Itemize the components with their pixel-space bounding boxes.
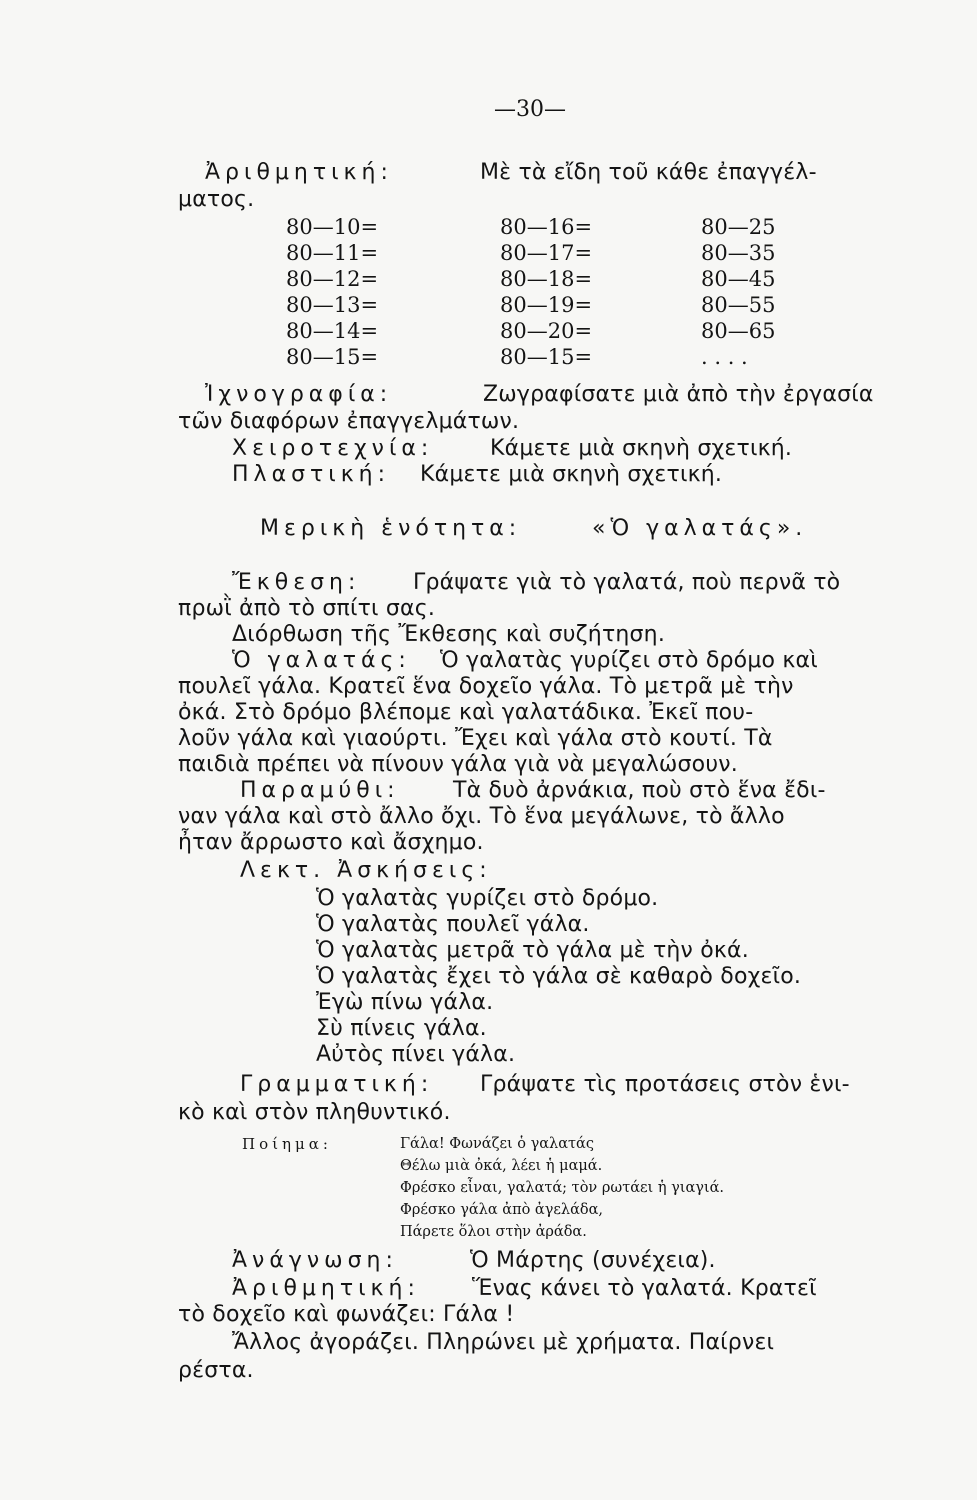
- arith-col2-row3: 80—18=: [500, 267, 593, 291]
- arith-col3-row2: 80—35: [701, 241, 776, 265]
- arith-col3-row3: 80—45: [701, 267, 776, 291]
- arith-col3-row6: . . . .: [701, 345, 748, 369]
- arithmetic2-heading: Ἀριθμητική:: [232, 1276, 420, 1301]
- milkman-line1: Ὁ γαλατὰς γυρίζει στὸ δρόμο καὶ: [440, 648, 818, 673]
- handicraft-text: Κάμετε μιὰ σκηνὴ σχετική.: [490, 436, 793, 461]
- arith-col2-row4: 80—19=: [500, 293, 593, 317]
- arith-col1-row4: 80—13=: [286, 293, 379, 317]
- exercises-heading: Λεκτ. Ἀσκήσεις:: [240, 858, 492, 883]
- reading-text: Ὁ Μάρτης (συνέχεια).: [470, 1248, 716, 1273]
- poem-line1: Γάλα! Φωνάζει ὁ γαλατάς: [400, 1136, 594, 1152]
- fable-heading: Παραμύθι:: [240, 778, 400, 803]
- grammar-text1: Γράψατε τὶς προτάσεις στὸν ἑνι-: [480, 1072, 850, 1097]
- arith-col1-row5: 80—14=: [286, 319, 379, 343]
- exercise-line7: Αὐτὸς πίνει γάλα.: [316, 1042, 516, 1067]
- arithmetic2-text1: Ἕνας κάνει τὸ γαλατά. Κρατεῖ: [472, 1276, 817, 1301]
- arithmetic-intro: Μὲ τὰ εἴδη τοῦ κάθε ἐπαγγέλ-: [480, 160, 817, 185]
- poem-line4: Φρέσκο γάλα ἀπὸ ἀγελάδα,: [400, 1202, 604, 1218]
- exercise-line5: Ἐγὼ πίνω γάλα.: [316, 990, 494, 1015]
- fable-line1: Τὰ δυὸ ἀρνάκια, ποὺ στὸ ἕνα ἔδι-: [453, 778, 826, 803]
- grammar-heading: Γραμματική:: [240, 1072, 434, 1097]
- arithmetic-intro-cont: ματος.: [178, 187, 255, 212]
- exercise-line1: Ὁ γαλατὰς γυρίζει στὸ δρόμο.: [316, 886, 659, 911]
- page-number: —30—: [494, 97, 566, 122]
- arith-col1-row6: 80—15=: [286, 345, 379, 369]
- milkman-line3: ὀκά. Στὸ δρόμο βλέπομε καὶ γαλατάδικα. Ἐκεῖ που-: [178, 700, 754, 725]
- fable-line2: ναν γάλα καὶ στὸ ἄλλο ὄχι. Τὸ ἕνα μεγάλωνε, τὸ ἄλλο: [178, 804, 785, 829]
- milkman-line4: λοῦν γάλα καὶ γιαούρτι. Ἔχει καὶ γάλα στὸ κουτί. Τὰ: [178, 726, 773, 751]
- fable-line3: ἦταν ἄρρωστο καὶ ἄσχημο.: [178, 830, 484, 855]
- unit-title: «Ὁ γαλατάς».: [592, 516, 808, 541]
- exercise-line2: Ὁ γαλατὰς πουλεῖ γάλα.: [316, 912, 590, 937]
- report-text2: πρωῒ ἀπὸ τὸ σπίτι σας.: [178, 596, 436, 621]
- arithmetic2-text4: ρέστα.: [178, 1358, 254, 1383]
- arithmetic2-text3: Ἄλλος ἀγοράζει. Πληρώνει μὲ χρήματα. Παίρνει: [232, 1330, 775, 1355]
- arith-col2-row5: 80—20=: [500, 319, 593, 343]
- poem-heading: Ποίημα:: [242, 1135, 332, 1153]
- arith-col1-row3: 80—12=: [286, 267, 379, 291]
- arith-col1-row2: 80—11=: [286, 241, 379, 265]
- modeling-heading: Πλαστική:: [232, 462, 391, 487]
- modeling-text: Κάμετε μιὰ σκηνὴ σχετική.: [420, 462, 723, 487]
- exercise-line3: Ὁ γαλατὰς μετρᾶ τὸ γάλα μὲ τὴν ὀκά.: [316, 938, 749, 963]
- poem-line2: Θέλω μιὰ ὀκά, λέει ἡ μαμά.: [400, 1158, 603, 1174]
- exercise-line6: Σὺ πίνεις γάλα.: [316, 1016, 487, 1041]
- grammar-text2: κὸ καὶ στὸν πληθυντικό.: [178, 1100, 451, 1125]
- arith-col1-row1: 80—10=: [286, 215, 379, 239]
- arith-col2-row1: 80—16=: [500, 215, 593, 239]
- arith-col3-row5: 80—65: [701, 319, 776, 343]
- arith-col3-row1: 80—25: [701, 215, 776, 239]
- arith-col3-row4: 80—55: [701, 293, 776, 317]
- poem-line5: Πάρετε ὅλοι στὴν ἀράδα.: [400, 1224, 587, 1240]
- milkman-line2: πουλεῖ γάλα. Κρατεῖ ἕνα δοχεῖο γάλα. Τὸ μετρᾶ μὲ τὴν: [178, 674, 794, 699]
- exercise-line4: Ὁ γαλατὰς ἔχει τὸ γάλα σὲ καθαρὸ δοχεῖο.: [316, 964, 802, 989]
- reading-heading: Ἀνάγνωση:: [232, 1248, 398, 1273]
- arithmetic-heading: Ἀριθμητική:: [205, 160, 393, 185]
- arith-col2-row6: 80—15=: [500, 345, 593, 369]
- milkman-heading: Ὁ γαλατάς:: [232, 648, 411, 673]
- drawing-text1: Ζωγραφίσατε μιὰ ἀπὸ τὴν ἐργασία: [483, 382, 874, 407]
- handicraft-heading: Χειροτεχνία:: [232, 436, 434, 461]
- poem-line3: Φρέσκο εἶναι, γαλατά; τὸν ρωτάει ἡ γιαγιά.: [400, 1180, 725, 1196]
- drawing-heading: Ἰχνογραφία:: [205, 382, 393, 407]
- arith-col2-row2: 80—17=: [500, 241, 593, 265]
- arithmetic2-text2: τὸ δοχεῖο καὶ φωνάζει: Γάλα !: [178, 1302, 515, 1327]
- unit-heading: Μερικὴ ἑνότητα:: [260, 516, 522, 541]
- report-text1: Γράψατε γιὰ τὸ γαλατά, ποὺ περνᾶ τὸ: [413, 570, 841, 595]
- report-heading: Ἔκθεση:: [232, 570, 361, 595]
- drawing-text2: τῶν διαφόρων ἐπαγγελμάτων.: [178, 409, 520, 434]
- report-correction: Διόρθωση τῆς Ἔκθεσης καὶ συζήτηση.: [232, 622, 666, 647]
- milkman-line5: παιδιὰ πρέπει νὰ πίνουν γάλα γιὰ νὰ μεγαλώσουν.: [178, 752, 738, 777]
